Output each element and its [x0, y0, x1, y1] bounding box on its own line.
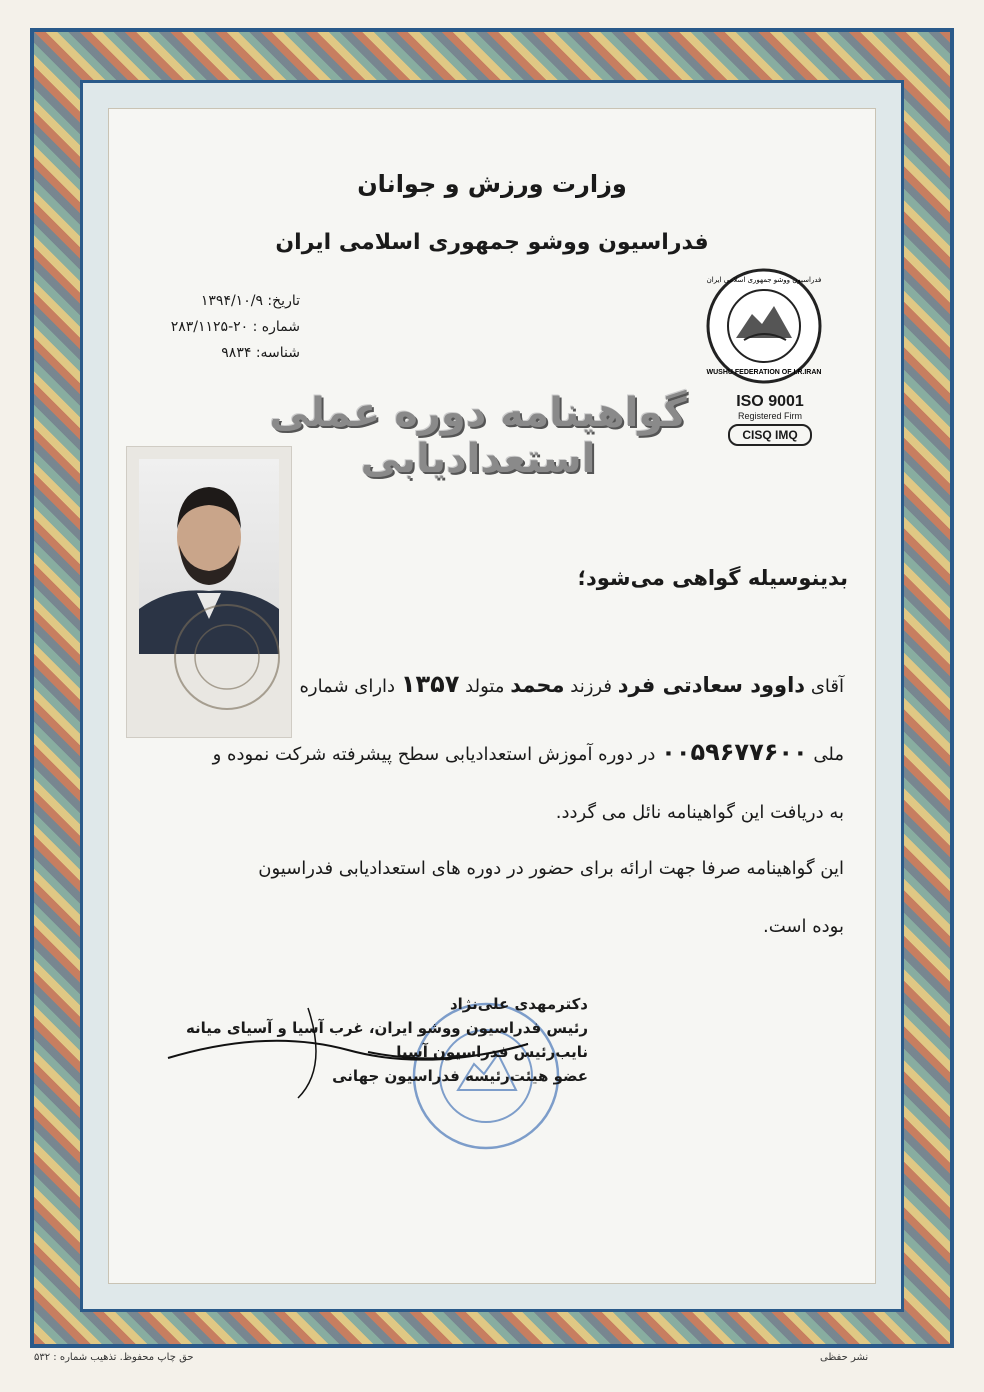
certificate-line-3: به دریافت این گواهینامه نائل می گردد. — [555, 802, 844, 823]
course-text: در دوره آموزش استعدادیابی سطح پیشرفته شرکت نموده و — [212, 744, 656, 765]
id-label: شناسه: — [255, 345, 300, 361]
id-value: ۹۸۳۴ — [221, 345, 252, 361]
number-value: ۲۰-۲۸۳/۱۱۲۵ — [170, 319, 249, 335]
mr-label: آقای — [810, 676, 844, 697]
signer-role-3: عضو هیئت‌رئیسه فدراسیون جهانی — [332, 1067, 588, 1085]
certificate-line-5: بوده است. — [763, 916, 844, 937]
national-id: ۰۰۵۹۶۷۷۶۰۰ — [661, 738, 808, 766]
date-label: تاریخ: — [267, 293, 300, 309]
certificate-title: گواهینامه دوره عملی استعدادیابی — [269, 390, 687, 482]
photo-stamp-icon — [167, 597, 287, 717]
number-row — [171, 314, 300, 340]
father-name: محمد — [510, 673, 565, 697]
date-value: ۱۳۹۴/۱۰/۹ — [200, 293, 263, 309]
certificate-paper — [108, 108, 876, 1284]
hereby-heading: بدینوسیله گواهی می‌شود؛ — [577, 566, 848, 590]
logo-persian-text: فدراسیون ووشو جمهوری اسلامی ایران — [706, 276, 822, 284]
federation-logo-icon — [704, 266, 824, 386]
iso-certification — [720, 393, 820, 446]
signer-role-1: رئیس فدراسیون ووشو ایران، غرب آسیا و آسیای میانه — [185, 1019, 588, 1037]
born-label: متولد — [465, 676, 505, 697]
certificate-line-2 — [124, 738, 844, 766]
number-label: شماره : — [252, 319, 300, 335]
certificate-line-1 — [124, 670, 844, 698]
footer-copyright: حق چاپ محفوظ. تذهیب شماره : ۵۳۲ — [34, 1352, 194, 1363]
date-row — [171, 288, 300, 314]
birth-year: ۱۳۵۷ — [400, 670, 460, 698]
iso-subtitle: Registered Firm — [737, 411, 802, 421]
id-row — [171, 340, 300, 366]
recipient-name: داوود سعادتی فرد — [617, 673, 806, 697]
signer-name: دکترمهدی علی‌نژاد — [449, 995, 588, 1013]
iso-title: ISO 9001 — [736, 393, 804, 410]
federation-title: فدراسیون ووشو جمهوری اسلامی ایران — [275, 230, 709, 255]
signature-icon — [148, 988, 588, 1108]
certificate-line-4: این گواهینامه صرفا جهت ارائه برای حضور در دوره های استعدادیابی فدراسیون — [258, 858, 844, 879]
has-number-label: دارای شماره — [299, 676, 396, 697]
signer-role-2: نایب‌رئیس فدراسیون آسیا — [396, 1043, 588, 1061]
child-of-label: فرزند — [570, 676, 612, 697]
footer-publisher: نشر حفظی — [820, 1352, 869, 1363]
logo-english-text: WUSHU FEDERATION OF I.R.IRAN — [706, 369, 822, 376]
iso-badge: CISQ IMQ — [728, 424, 812, 446]
ministry-title: وزارت ورزش و جوانان — [357, 170, 627, 198]
national-label: ملی — [813, 744, 844, 765]
document-meta — [171, 288, 300, 366]
